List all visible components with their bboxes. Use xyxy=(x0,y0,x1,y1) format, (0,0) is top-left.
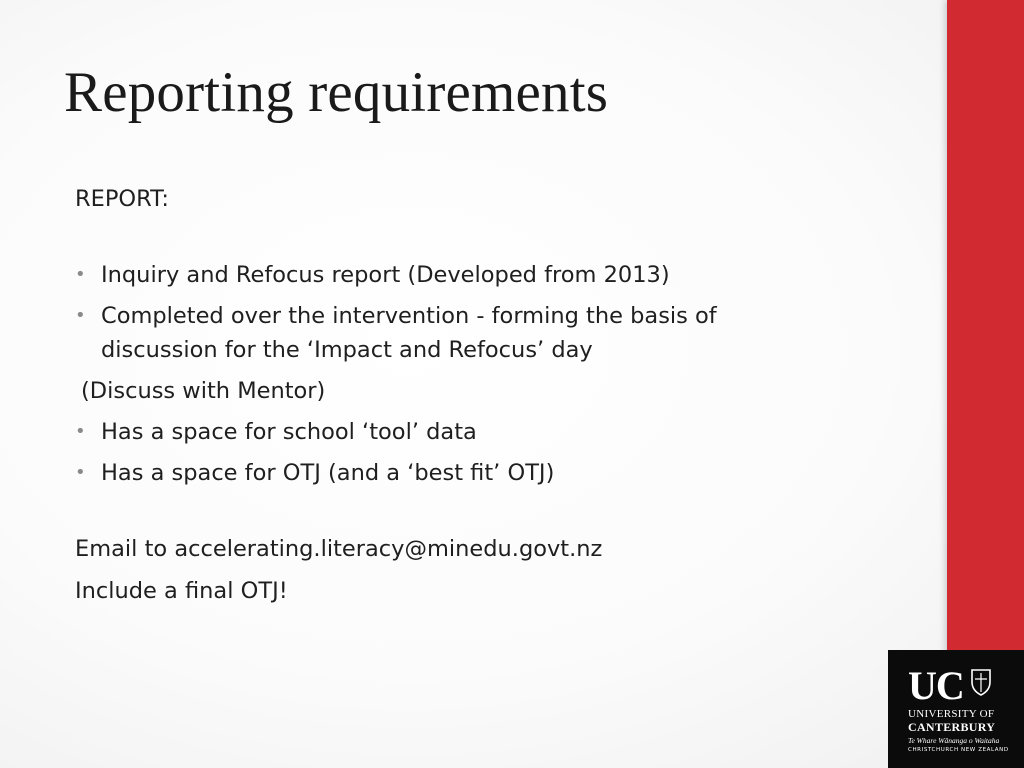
bullet-text: Has a space for school ‘tool’ data xyxy=(101,419,477,445)
logo-location: CHRISTCHURCH NEW ZEALAND xyxy=(908,747,1009,753)
bullet-item xyxy=(75,258,835,292)
bullet-item xyxy=(75,456,835,490)
slide-body xyxy=(75,182,835,608)
report-heading: REPORT: xyxy=(75,186,169,212)
bullet-icon: • xyxy=(75,305,86,326)
spacer xyxy=(75,490,835,532)
logo-tagline: Te Whare Wānanga o Waitaha xyxy=(908,736,1000,745)
bullet-text: Completed over the intervention - forming the basis of discussion for the ‘Impact and Refocus’ day xyxy=(101,303,717,363)
bullet-icon: • xyxy=(75,264,86,285)
email-line: Email to accelerating.literacy@minedu.govt.nz xyxy=(75,536,603,562)
bullet-item xyxy=(75,299,835,367)
shield-crest-icon xyxy=(970,668,992,700)
bullet-icon: • xyxy=(75,421,86,442)
mentor-note: (Discuss with Mentor) xyxy=(81,378,326,404)
bullet-item xyxy=(75,415,835,449)
spacer xyxy=(75,216,835,258)
logo-line-1: UNIVERSITY OF xyxy=(908,708,995,720)
bullet-text: Inquiry and Refocus report (Developed from 2013) xyxy=(101,262,670,288)
slide-title: Reporting requirements xyxy=(64,61,609,124)
final-line: Include a final OTJ! xyxy=(75,578,288,604)
bullet-icon: • xyxy=(75,462,86,483)
logo-line-2: CANTERBURY xyxy=(908,720,996,734)
logo-mark: UC xyxy=(908,663,964,708)
university-logo xyxy=(888,650,1024,768)
bullet-text: Has a space for OTJ (and a ‘best fit’ OTJ) xyxy=(101,460,555,486)
